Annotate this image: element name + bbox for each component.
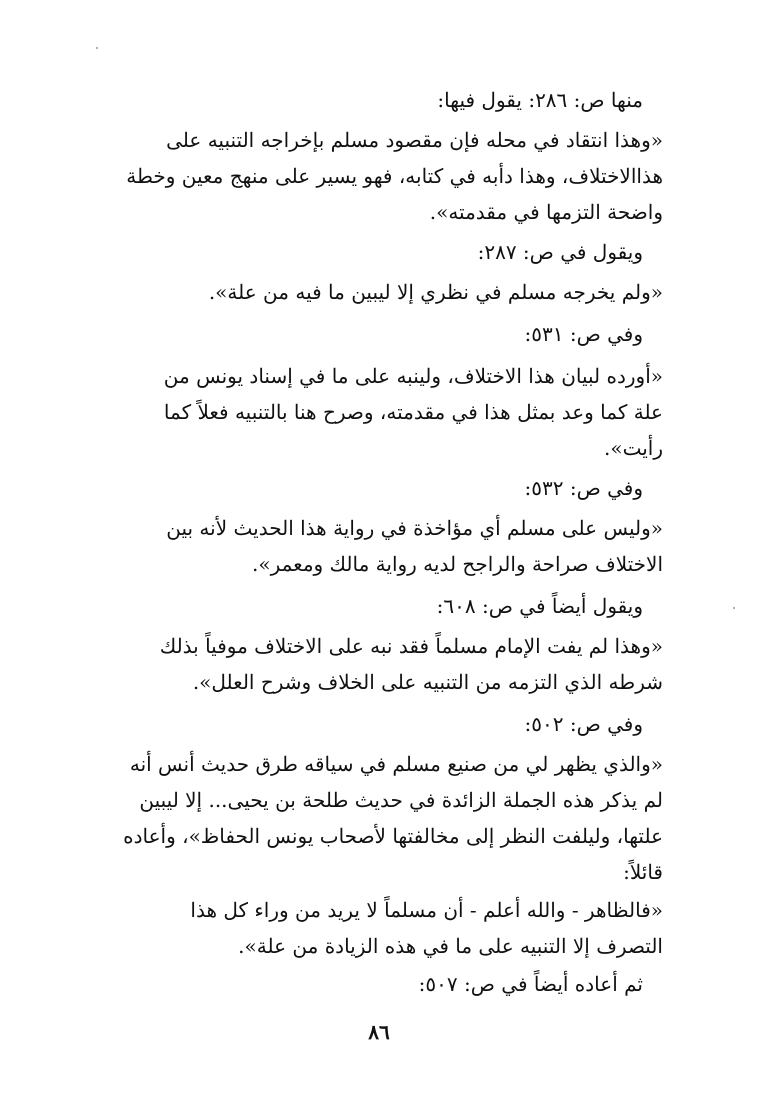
paper-speck [96,47,98,49]
text-line: قائلاً: [623,860,663,884]
paper-speck [733,607,735,609]
text-line: ويقول أيضاً في ص: ٦٠٨: [436,594,643,618]
text-line: «وهذا لم يفت الإمام مسلماً فقد نبه على الاختلاف موفياً بذلك [159,634,663,658]
text-line: شرطه الذي التزمه من التنبيه على الخلاف وشرح العلل». [192,670,663,694]
quote-p608 [95,628,663,700]
text-line: لم يذكر هذه الجملة الزائدة في حديث طلحة بن يحيى... إلا ليبين [139,788,663,812]
text-line: وفي ص: ٥٠٢: [524,712,643,736]
text-line: وفي ص: ٥٣١: [524,322,643,346]
quote-p287 [95,274,663,310]
text-line: «ولم يخرجه مسلم في نظري إلا ليبين ما فيه من علة». [208,280,663,304]
text-line: «أورده لبيان هذا الاختلاف، ولينبه على ما في إسناد يونس من [163,364,663,388]
text-line: واضحة التزمها في مقدمته». [429,200,663,224]
text-line: الاختلاف صراحة والراجح لديه رواية مالك ومعمر». [251,552,663,576]
text-line: علتها، وليلفت النظر إلى مخالفتها لأصحاب يونس الحفاظ»، وأعاده [123,824,663,848]
text-line: التصرف إلا التنبيه على ما في هذه الزيادة من علة». [238,934,663,958]
quote-p286 [95,122,663,230]
text-line: ويقول في ص: ٢٨٧: [477,240,643,264]
text-line: علة كما وعد بمثل هذا في مقدمته، وصرح هنا بالتنبيه فعلاً كما [163,400,663,424]
intro-line-p502 [95,706,643,742]
intro-line-p287 [95,234,643,270]
text-line: منها ص: ٢٨٦: يقول فيها: [437,88,643,112]
intro-line-p507 [95,966,643,1002]
page-number: ٨٦ [368,1020,390,1044]
quote-p531 [95,358,663,466]
text-line: رأيت». [603,436,663,460]
text-line: وفي ص: ٥٣٢: [524,476,643,500]
text-line: «فالظاهر - والله أعلم - أن مسلماً لا يريد من وراء كل هذا [190,898,663,922]
text-line: هذاالاختلاف، وهذا دأبه في كتابه، فهو يسير على منهج معين وخطة [126,164,663,188]
text-line: «وهذا انتقاد في محله فإن مقصود مسلم بإخراجه التنبيه على [166,128,663,152]
quote-p502-continued [95,892,663,964]
intro-line-p532 [95,470,643,506]
intro-line-p531 [95,316,643,352]
intro-line-p608 [95,588,643,624]
quote-p502 [95,746,663,890]
intro-line-p286 [95,82,643,118]
quote-p532 [95,510,663,582]
text-line: «والذي يظهر لي من صنيع مسلم في سياقه طرق حديث أنس أنه [129,752,663,776]
text-line: «وليس على مسلم أي مؤاخذة في رواية هذا الحديث لأنه بين [166,516,663,540]
text-line: ثم أعاده أيضاً في ص: ٥٠٧: [418,972,643,996]
